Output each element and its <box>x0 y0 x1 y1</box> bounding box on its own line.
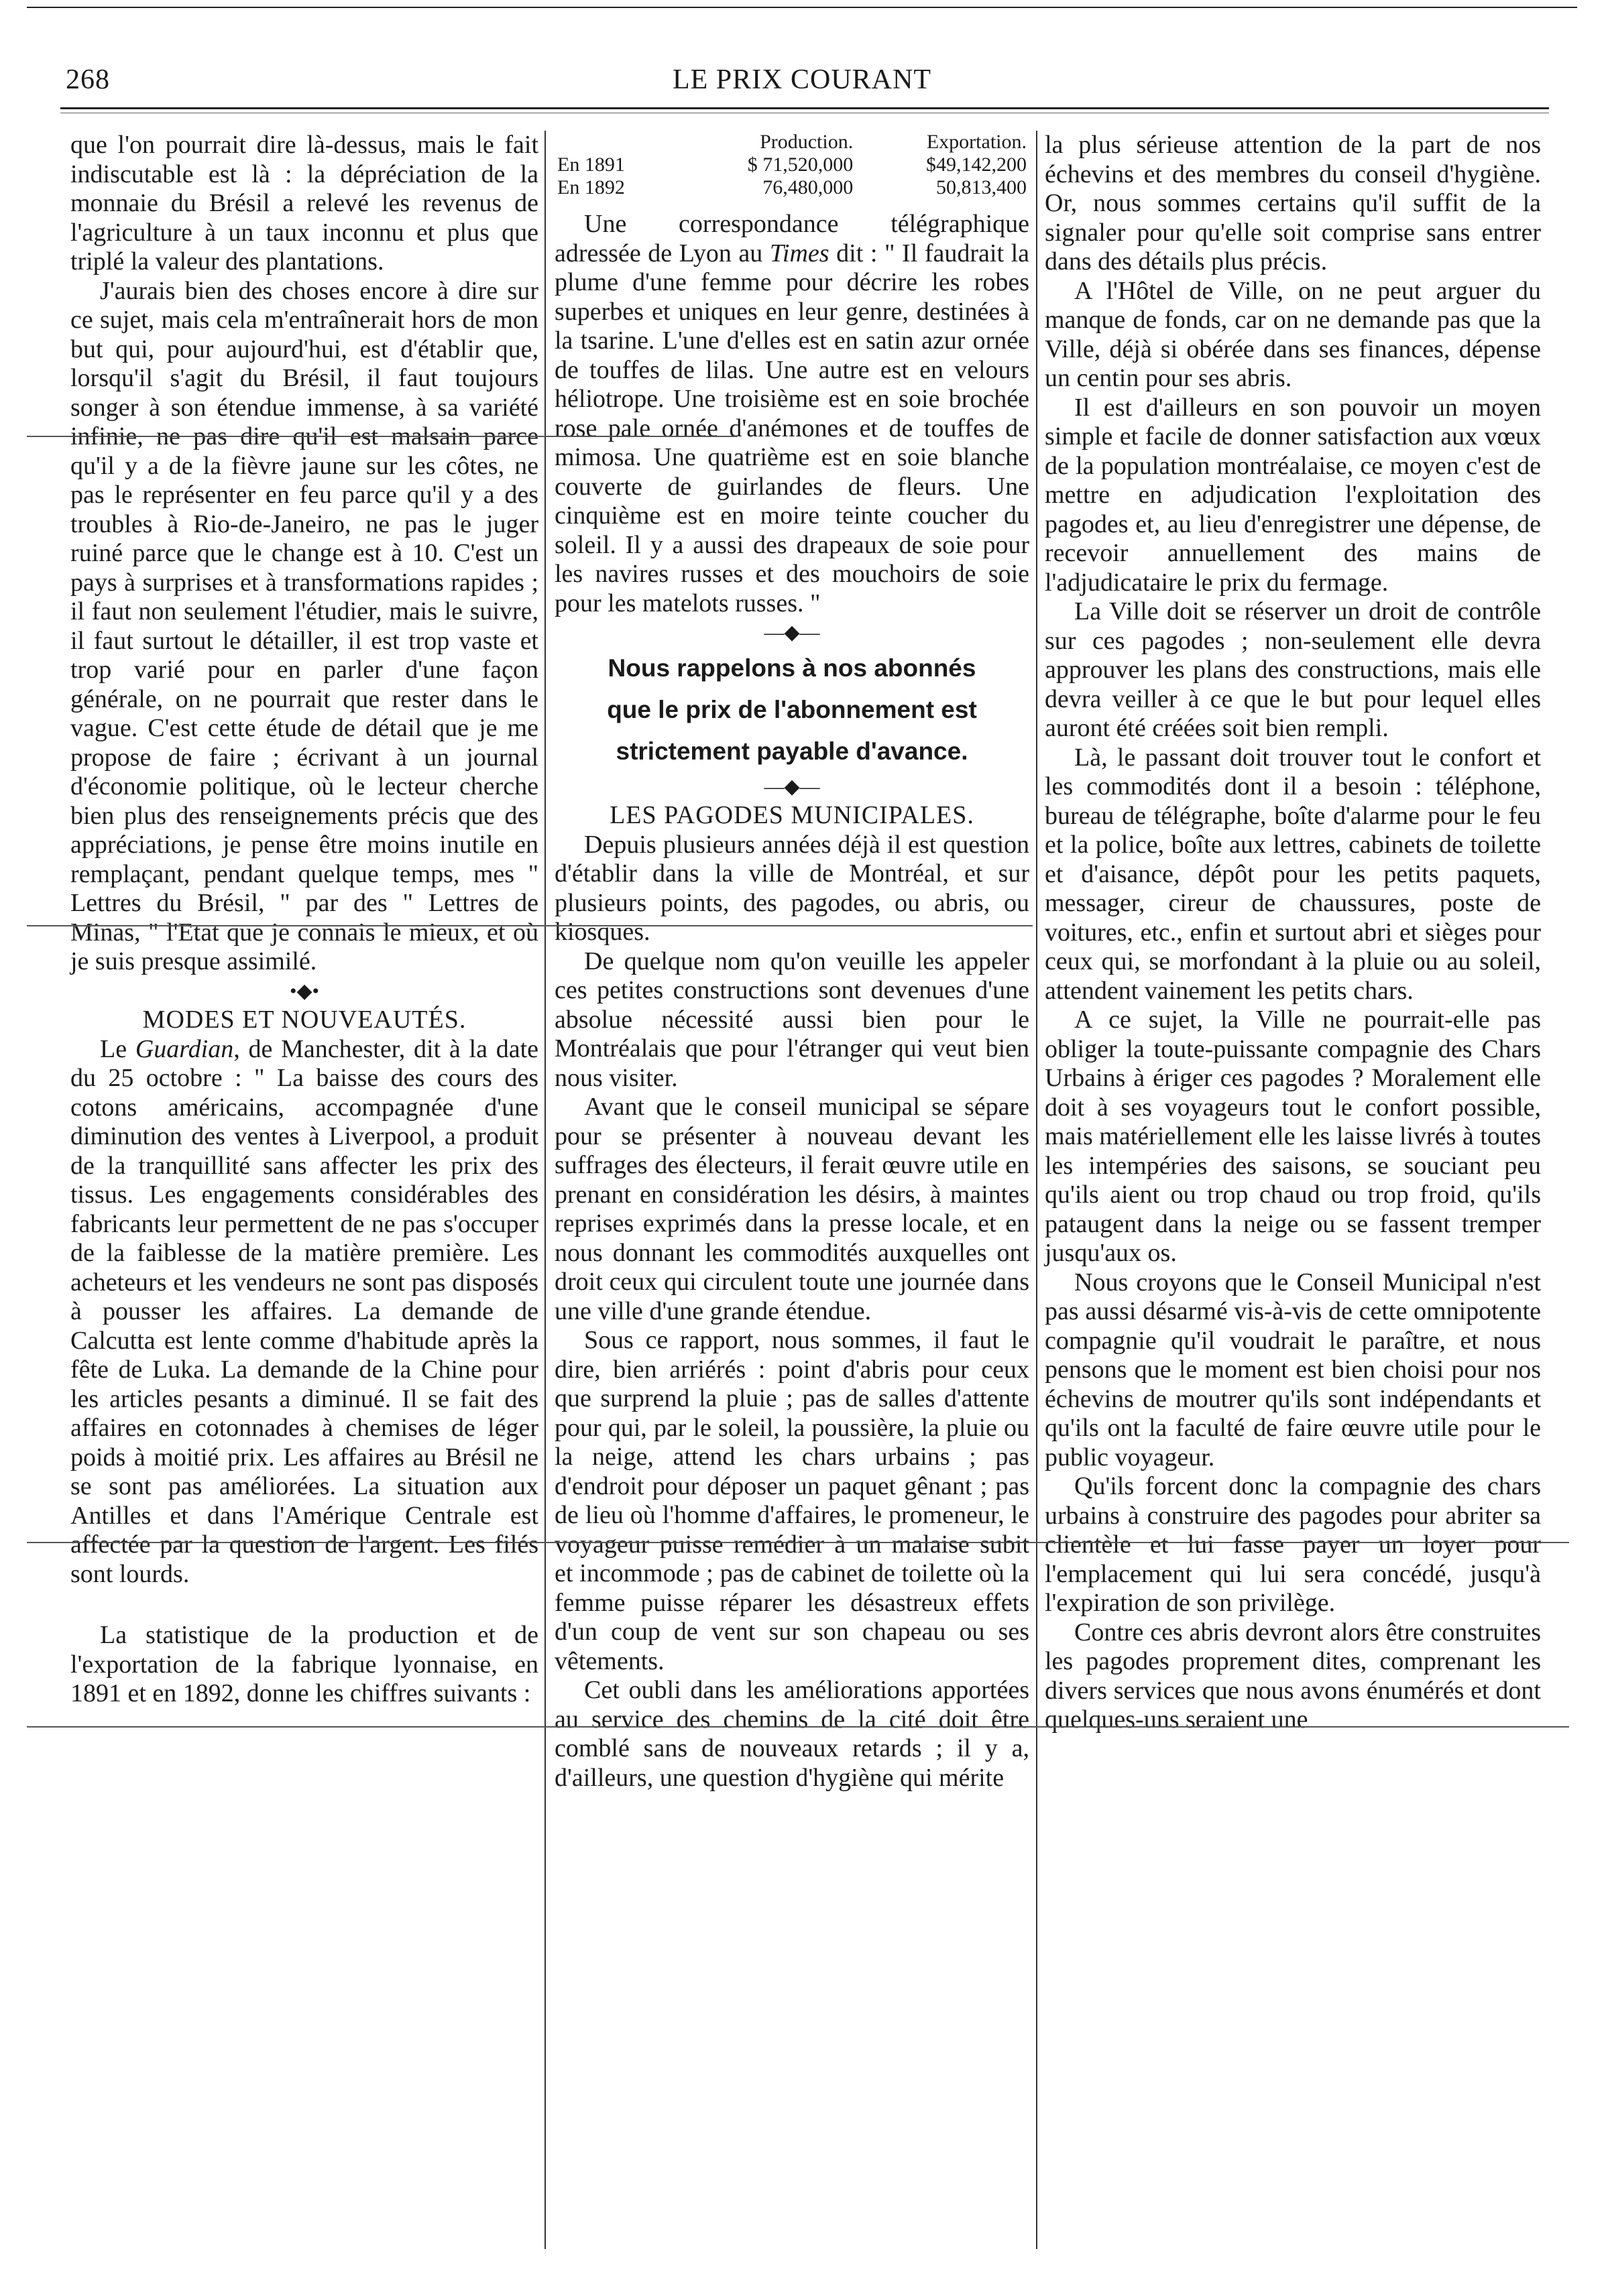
lyon-statistics-table <box>555 131 1029 199</box>
table-row: En 1892 76,480,000 50,813,400 <box>557 176 1027 198</box>
ornament-divider: •◆• <box>289 979 320 1002</box>
page-number: 268 <box>66 64 110 95</box>
column-1 <box>70 131 538 1709</box>
times-title: Times <box>769 239 829 267</box>
col3-paragraph-1: la plus sérieuse attention de la part de nos échevins et des membres du conseil d'hygiène. Or, nous sommes certains qu'il suffit de la signaler pour qu'elle soit comprise sans entrer dans des détails plus précis. <box>1045 131 1541 276</box>
scan-line <box>27 925 1033 926</box>
column-divider-1 <box>545 131 546 2249</box>
scan-line <box>27 436 738 437</box>
col3-paragraph-8: Qu'ils forcent donc la compagnie des chars urbains à construire des pagodes pour abriter sa clientèle et lui fasse payer un loyer pour l'emplacement qui lui sera concédé, jusqu'à l'expiration de son privilège. <box>1045 1472 1541 1617</box>
stats-header-row <box>555 131 1029 154</box>
stats-header-production: Production. <box>760 131 854 153</box>
column-divider-2 <box>1036 131 1037 2249</box>
scan-line <box>27 1726 1569 1728</box>
col3-paragraph-3: Il est d'ailleurs en son pouvoir un moyen simple et facile de donner satisfaction aux vœux de la population montréalaise, ce moyen c'est de mettre en adjudication l'exploitation des pagodes et, au lieu d'enregistrer une dépense, de recevoir annuellement des mains de l'adjudicataire le prix du fermage. <box>1045 393 1541 597</box>
ornament-divider: —◆— <box>764 621 820 644</box>
col2-paragraph-1: Une correspondance télégraphique adressée de Lyon au Times dit : " Il faudrait la plume d'une femme pour décrire les robes superbes et uniques en leur genre, destinées à la tsarine. L'une d'elles est en satin azur ornée de touffes de lilas. Une autre est en velours héliotrope. Une troisième est en soie brochée rose pale ornée d'anémones et de touffes de mimosa. Une quatrième est en soie blanche couverte de guirlandes de fleurs. Une cinquième est en moire teinte coucher du soleil. Il y a aussi des drapeaux de soie pour les navires russes et des mouchoirs de soie pour les matelots russes. " <box>555 210 1029 617</box>
col1-paragraph-3: Le Guardian, de Manchester, dit à la date du 25 octobre : " La baisse des cours des cotons américains, accompagnée d'une diminution des ventes à Liverpool, a produit de la tranquillité sans affecter les prix des tissus. Les engagements considérables des fabricants leur permettent de ne pas s'occuper de la faiblesse de la matière première. Les acheteurs et les vendeurs ne sont pas disposés à pousser les affaires. La demande de Calcutta est lente comme d'habitude après la fête de Luka. La demande de la Chine pour les articles pesants a diminué. Il se fait des affaires en cotonnades à chemises de léger poids à moitié prix. Les affaires au Brésil ne se sont pas améliorées. La situation aux Antilles et dans l'Amérique Centrale est affectée par la question de l'argent. Les filés sont lourds. <box>70 1034 538 1588</box>
col2-paragraph-5: Sous ce rapport, nous sommes, il faut le dire, bien arriérés : point d'abris pour ceux que surprend la pluie ; pas de salles d'attente pour qui, par le soleil, la poussière, la pluie ou la neige, attend les chars urbains ; pas d'endroit pour déposer un paquet gênant ; pas de lieu où l'homme d'affaires, le promeneur, le voyageur puisse remédier à un malaise subit et incommode ; pas de cabinet de toilette où la femme puisse réparer les désastreux effets d'un coup de vent sur son chapeau ou ses vêtements. <box>555 1326 1029 1675</box>
guardian-title: Guardian <box>135 1034 234 1063</box>
subscription-notice: Nous rappelons à nos abonnés que le prix de l'abonnement est strictement payable d'avance. <box>607 654 977 765</box>
section-title-pagodes: LES PAGODES MUNICIPALES. <box>610 801 974 829</box>
col3-paragraph-4: La Ville doit se réserver un droit de contrôle sur ces pagodes ; non-seulement elle devra approuver les plans des constructions, mais elle devra veiller à ce que le but pour lequel elles auront été créées soit bien rempli. <box>1045 597 1541 742</box>
col3-paragraph-2: A l'Hôtel de Ville, on ne peut arguer du manque de fonds, car on ne demande pas que la Ville, déjà si obérée dans ses finances, dépense un centin pour ses abris. <box>1045 276 1541 392</box>
column-3 <box>1045 131 1541 1735</box>
col1-paragraph-2: J'aurais bien des choses encore à dire sur ce sujet, mais cela m'entraînerait hors de mon but qui, pour aujourd'hui, est d'établir que, lorsqu'il s'agit du Brésil, il faut toujours songer à son étendue immense, à sa variété infinie, ne pas dire qu'il est malsain parce qu'il y a de la fièvre jaune sur les côtes, ne pas le représenter en feu parce qu'il y a des troubles à Rio-de-Janeiro, ne pas le juger ruiné parce que le change est à 10. C'est un pays à surprises et à transformations rapides ; il faut non seulement l'étudier, mais le suivre, il faut surtout le détailler, il est trop vaste et trop varié pour en parler d'une façon générale, on ne pourrait que rester dans le vague. C'est cette étude de détail que je me propose de faire ; écrivant à un journal d'économie politique, où le lecteur cherche bien plus des renseignements précis que des appréciations, je pense être moins inutile en remplaçant, pendant quelque temps, mes " Lettres du Brésil, " par des " Lettres de Minas, " l'Etat que je connais le mieux, et où je suis presque assimilé. <box>70 276 538 975</box>
col3-paragraph-6: A ce sujet, la Ville ne pourrait-elle pas obliger la toute-puissante compagnie des Chars Urbains à ériger ces pagodes ? Moralement elle doit à ses voyageurs tout le confort possible, mais matériellement elle les laisse livrés à toutes les intempéries des saisons, se souciant peu qu'ils aient ou trop chaud ou trop froid, qu'ils pataugent dans la neige ou se fassent tremper jusqu'aux os. <box>1045 1006 1541 1267</box>
col2-paragraph-3: De quelque nom qu'on veuille les appeler ces petites constructions sont devenues d'une absolue nécessité aussi bien pour le Montréalais que pour l'étranger qui veut bien nous visiter. <box>555 947 1029 1092</box>
header-rule <box>60 107 1549 109</box>
section-title-modes: MODES ET NOUVEAUTÉS. <box>142 1006 467 1034</box>
col3-paragraph-5: Là, le passant doit trouver tout le confort et les commodités dont il a besoin : téléphone, bureau de télégraphe, boîte d'alarme pour le feu et la police, boîte aux lettres, cabinets de toilette et d'aisance, dépôt pour les petits paquets, messager, cireur de chaussures, poste de voitures, etc., enfin et surtout abri et sièges pour ceux qui, se morfondant à la pluie ou au soleil, attendent vainement les petits chars. <box>1045 743 1541 1005</box>
col2-paragraph-4: Avant que le conseil municipal se sépare pour se présenter à nouveau devant les suffrages des électeurs, il ferait œuvre utile en prenant en considération les désirs, à maintes reprises exprimés dans la presse locale, et en nous donnant les commodités auxquelles ont droit ceux qui circulent toute une journée dans une ville d'une grande étendue. <box>555 1093 1029 1325</box>
col3-paragraph-9: Contre ces abris devront alors être construites les pagodes proprement dites, comprenant les divers services que nous avons énumérés et dont quelques-uns seraient une <box>1045 1618 1541 1734</box>
col2-paragraph-2: Depuis plusieurs années déjà il est question d'établir dans la ville de Montréal, et sur plusieurs points, des pagodes, ou abris, ou kiosques. <box>555 830 1029 946</box>
stats-header-exportation: Exportation. <box>926 131 1027 153</box>
column-2 <box>555 131 1029 1793</box>
ornament-divider: —◆— <box>764 775 820 798</box>
col1-paragraph-4: La statistique de la production et de l'exportation de la fabrique lyonnaise, en 1891 et en 1892, donne les chiffres suivants : <box>70 1621 538 1707</box>
col2-paragraph-6: Cet oubli dans les améliorations apportées au service des chemins de la cité doit être comblé sans de nouveaux retards ; il y a, d'ailleurs, une question d'hygiène qui mérite <box>555 1676 1029 1792</box>
running-title: LE PRIX COURANT <box>672 64 931 95</box>
scan-line <box>27 1542 1569 1543</box>
col1-paragraph-1: que l'on pourrait dire là-dessus, mais le fait indiscutable est là : la dépréciation de la monnaie du Brésil a relevé les revenus de l'agriculture à un taux inconnu et plus que triplé la valeur des plantations. <box>70 131 538 276</box>
table-row: En 1891 $ 71,520,000 $49,142,200 <box>557 154 1027 176</box>
col3-paragraph-7: Nous croyons que le Conseil Municipal n'est pas aussi désarmé vis-à-vis de cette omnipotente compagnie qu'il voudrait le paraître, et nous pensons que le moment est bien choisi pour nos échevins de moutrer qu'ils sont indépendants et qu'ils ont la faculté de faire œuvre utile pour le public voyageur. <box>1045 1268 1541 1471</box>
top-border-rule <box>27 7 1577 8</box>
